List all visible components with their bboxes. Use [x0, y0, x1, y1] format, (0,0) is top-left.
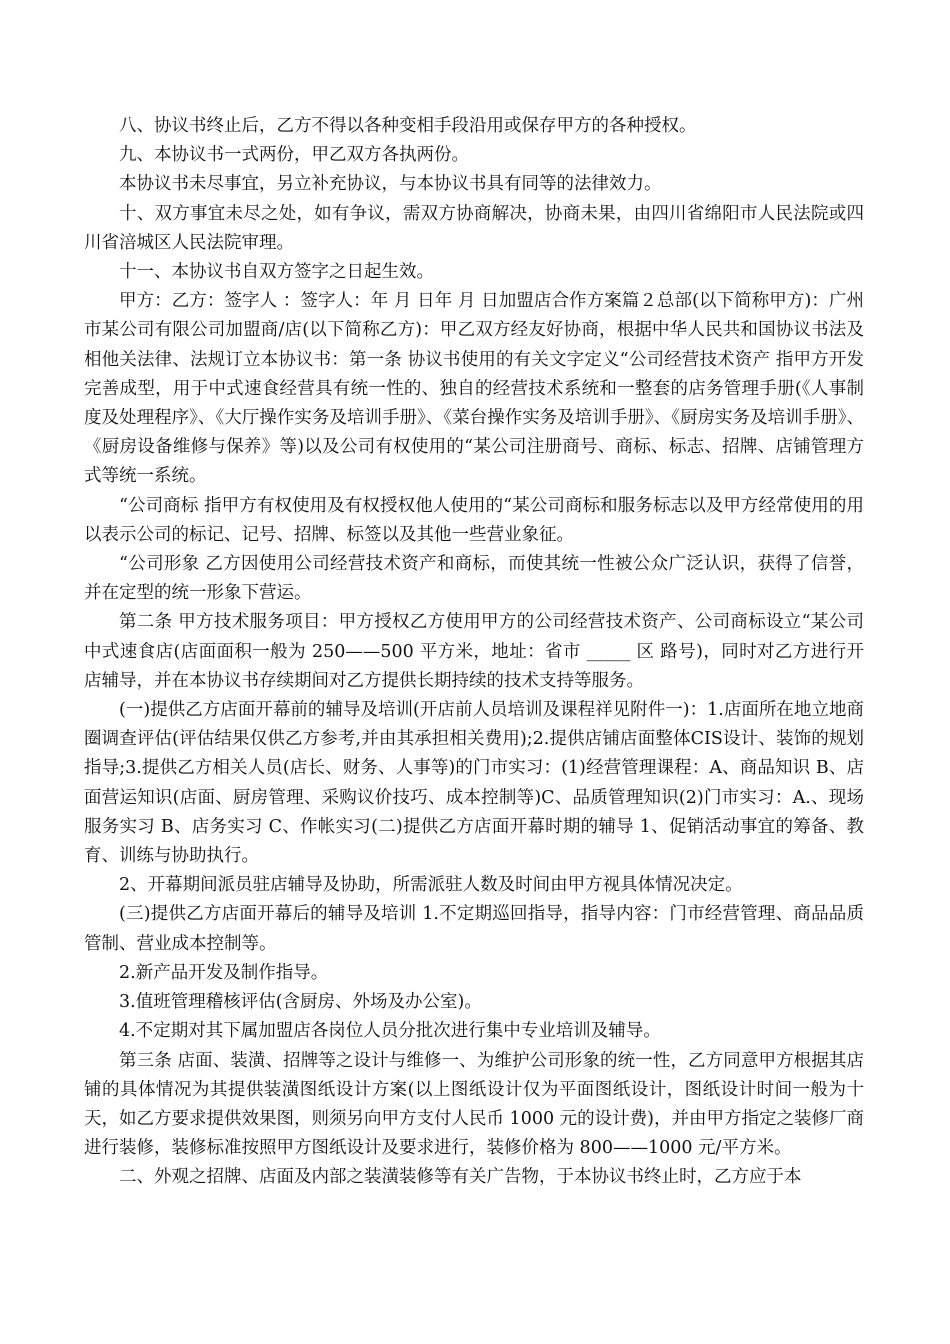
paragraph: 2、开幕期间派员驻店辅导及协助，所需派驻人数及时间由甲方视具体情况决定。: [119, 875, 743, 896]
paragraph: 十一、本协议书自双方签字之日起生效。: [119, 262, 434, 283]
paragraph: 本协议书未尽事宜，另立补充协议，与本协议书具有同等的法律效力。: [119, 174, 662, 195]
paragraph: 第二条 甲方技术服务项目：甲方授权乙方使用甲方的公司经营技术资产、公司商标设立“某公司中式速食店(店面面积一般为 250——500 平方米，地址：省市 _____ 区 路号)，同时对乙方进行开店辅导，并在本协议书存续期间对乙方提供长期持续的技术支持等服务。: [84, 612, 864, 691]
paragraph: “公司形象 乙方因使用公司经营技术资产和商标，而使其统一性被公众广泛认识，获得了信誉，并在定型的统一形象下营运。: [84, 554, 864, 604]
paragraph: 甲方：乙方：签字人 ：签字人：年 月 日年 月 日加盟店合作方案篇２总部(以下简称甲方)：广州市某公司有限公司加盟商/店(以下简称乙方)：甲乙双方经友好协商，根据中华人民共和国协议书法及相他关法律、法规订立本协议书：第一条 协议书使用的有关文字定义“公司经营技术资产 指甲方开发完善成型，用于中式速食经营具有统一性的、独自的经营技术系统和一整套的店务管理手册(《人事制度及处理程序》、《大厅操作实务及培训手册》、《菜台操作实务及培训手册》、《厨房实务及培训手册》、《厨房设备维修与保养》等)以及公司有权使用的“某公司注册商号、商标、标志、招牌、店铺管理方式等统一系统。: [84, 291, 864, 487]
paragraph: “公司商标 指甲方有权使用及有权授权他人使用的“某公司商标和服务标志以及甲方经常使用的用以表示公司的标记、记号、招牌、标签以及其他一些营业象征。: [84, 495, 864, 545]
document-body: [84, 112, 864, 1193]
paragraph: 第三条 店面、装潢、招牌等之设计与维修一、为维护公司形象的统一性，乙方同意甲方根据其店铺的具体情况为其提供装潢图纸设计方案(以上图纸设计仅为平面图纸设计，图纸设计时间一般为十天，如乙方要求提供效果图，则须另向甲方支付人民币 1000 元的设计费)，并由甲方指定之装修厂商进行装修，装修标准按照甲方图纸设计及要求进行，装修价格为 800——1000 元/平方米。: [84, 1050, 864, 1159]
paragraph: 二、外观之招牌、店面及内部之装潢装修等有关广告物，于本协议书终止时，乙方应于本: [119, 1167, 802, 1188]
paragraph: 2.新产品开发及制作指导。: [119, 962, 329, 983]
paragraph: (一)提供乙方店面开幕前的辅导及培训(开店前人员培训及课程祥见附件一)：1.店面所在地立地商圈调查评估(评估结果仅供乙方参考,并由其承担相关费用);2.提供店铺店面整体CIS设计、装饰的规划指导;3.提供乙方相关人员(店长、财务、人事等)的门市实习：(1)经营管理课程：A、商品知识 B、店面营运知识(店面、厨房管理、采购议价技巧、成本控制等)C、品质管理知识(2)门市实习：A.、现场服务实习 B、店务实习 C、作帐实习(二)提供乙方店面开幕时期的辅导 1、促销活动事宜的筹备、教育、训练与协助执行。: [84, 700, 864, 867]
paragraph: 4.不定期对其下属加盟店各岗位人员分批次进行集中专业培训及辅导。: [119, 1021, 661, 1042]
paragraph: (三)提供乙方店面开幕后的辅导及培训 1.不定期巡回指导，指导内容：门市经营管理、商品品质管制、营业成本控制等。: [84, 904, 864, 954]
paragraph: 九、本协议书一式两份，甲乙双方各执两份。: [119, 145, 469, 166]
paragraph: 3.值班管理稽核评估(含厨房、外场及办公室)。: [119, 992, 482, 1013]
paragraph: 八、协议书终止后，乙方不得以各种变相手段沿用或保存甲方的各种授权。: [119, 116, 697, 136]
paragraph: 十、双方事宜未尽之处，如有争议，需双方协商解决，协商未果，由四川省绵阳市人民法院或四川省涪城区人民法院审理。: [84, 203, 864, 253]
